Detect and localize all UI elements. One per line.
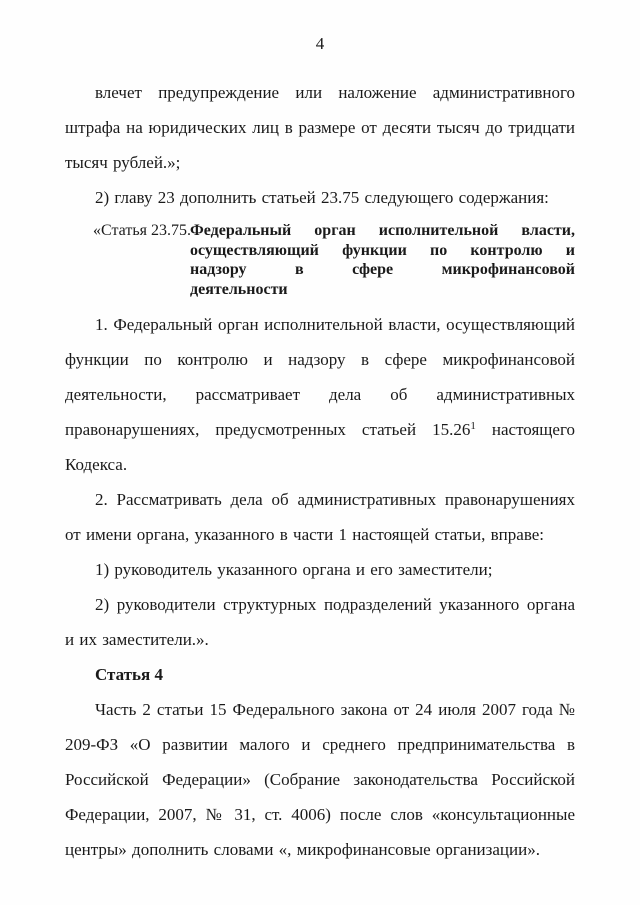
article-23-75-title (190, 221, 575, 299)
article-23-75-heading (65, 221, 575, 299)
article-title-line: осуществляющий функции по контролю и (190, 241, 575, 259)
page-number: 4 (315, 34, 325, 53)
paragraph-item1: 1) руководитель указанного органа и его заместители; (95, 560, 493, 579)
article-23-75-label: «Статья 23.75. (93, 222, 191, 239)
paragraph-part2: 2. Рассматривать дела об административных правонарушениях от имени органа, указанного в части 1 настоящей статьи, вправе: (65, 490, 575, 544)
article-title-line: надзору в сфере микрофинансовой (190, 261, 575, 278)
part1-text-after: настоящего Кодекса. (65, 420, 575, 474)
paragraph-penalty-continuation: влечет предупреждение или наложение административного штрафа на юридических лиц в размере от десяти тысяч до тридцати тысяч рублей.»; (65, 83, 575, 172)
article-4-heading: Статья 4 (95, 665, 163, 684)
article-title-line: Федеральный орган исполнительной власти, (190, 222, 575, 239)
superscript-1: 1 (470, 420, 476, 432)
paragraph-article4-body: Часть 2 статьи 15 Федерального закона от 24 июля 2007 года № 209-ФЗ «О развитии малого и среднего предпринимательства в Российской Федерации» (Собрание законодательства Российской Федерации, 2007, № 31, ст. 4006) после слов «консультационные центры» дополнить словами «, микрофинансовые организации». (65, 700, 575, 859)
paragraph-item2: 2) руководители структурных подразделений указанного органа и их заместители.». (65, 595, 575, 649)
part1-text: 1. Федеральный орган исполнительной власти, осуществляющий функции по контролю и надзору в сфере микрофинансовой деятельности, рассматривает дела об административных правонарушениях, предусмотренных статьей 15.26 (65, 315, 575, 439)
paragraph-chapter23-amendment: 2) главу 23 дополнить статьей 23.75 следующего содержания: (95, 188, 549, 207)
article-title-line: деятельности (190, 280, 288, 298)
paragraph-part1 (65, 307, 575, 482)
